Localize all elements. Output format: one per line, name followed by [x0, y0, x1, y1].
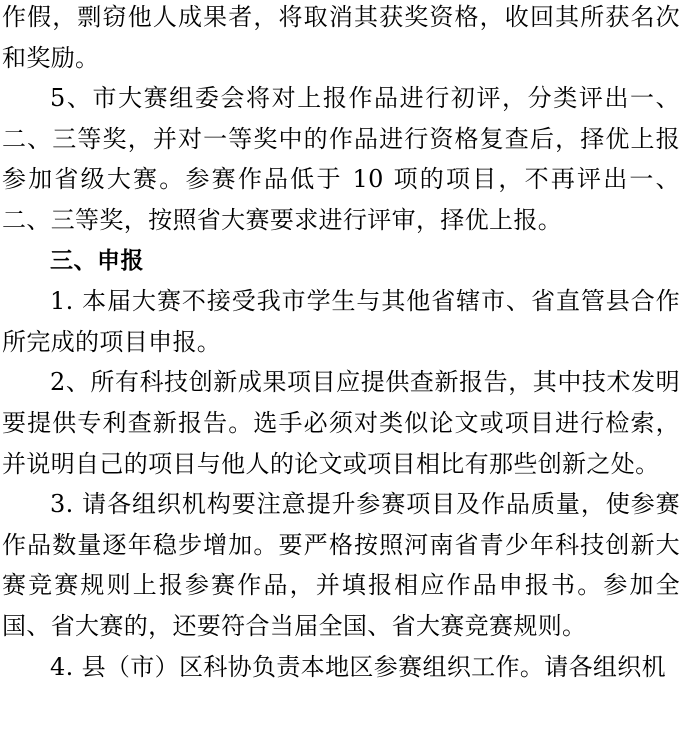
section-heading-application: 三、申报 — [50, 247, 144, 274]
paragraph-item-3-quality: 3. 请各组织机构要注意提升参赛项目及作品质量，使参赛作品数量逐年稳步增加。要严格按照河南省青少年科技创新大赛竞赛规则上报参赛作品，并填报相应作品申报书。参加全国、省大赛的，还要符合当届全国、省大赛竞赛规则。 — [2, 490, 680, 640]
paragraph-awards-revocation: 作假，剽窃他人成果者，将取消其获奖资格，收回其所获名次和奖励。 — [2, 3, 680, 72]
paragraph-item-1-cooperation: 1. 本届大赛不接受我市学生与其他省辖市、省直管县合作所完成的项目申报。 — [2, 287, 680, 356]
paragraph-item-2-novelty-report: 2、所有科技创新成果项目应提供查新报告，其中技术发明要提供专利查新报告。选手必须对类似论文或项目进行检索，并说明自己的项目与他人的论文或项目相比有那些创新之处。 — [2, 368, 680, 478]
paragraph-item-4-organization: 4. 县（市）区科协负责本地区参赛组织工作。请各组织机 — [50, 652, 666, 681]
paragraph-item-5-evaluation: 5、市大赛组委会将对上报作品进行初评，分类评出一、二、三等奖，并对一等奖中的作品进行资格复查后，择优上报参加省级大赛。参赛作品低于 10 项的项目，不再评出一、二、三等奖，按照省大赛要求进行评审，择优上报。 — [2, 84, 680, 234]
